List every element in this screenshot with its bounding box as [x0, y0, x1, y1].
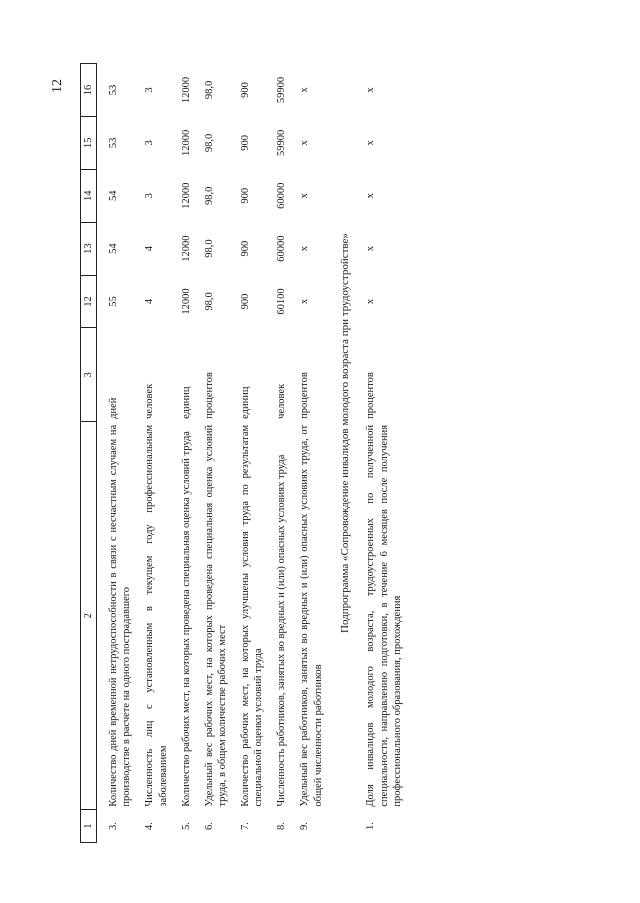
- unit: процентов: [299, 372, 311, 419]
- value-13: 54: [108, 243, 120, 254]
- value-14: 3: [144, 193, 156, 199]
- table-row: [271, 64, 294, 843]
- value-12: 55: [108, 296, 120, 307]
- table-row: [294, 64, 330, 843]
- value-14: 900: [240, 187, 251, 204]
- value-15: 59900: [276, 129, 288, 157]
- value-16: 98,0: [203, 80, 215, 100]
- row-number: 7.: [240, 822, 251, 830]
- value-14: 60000: [276, 182, 288, 209]
- row-number: 4.: [144, 822, 156, 830]
- value-13: 12000: [180, 235, 192, 262]
- page-number: 12: [50, 79, 65, 93]
- value-16: х: [365, 87, 377, 93]
- value-13: х: [365, 245, 377, 252]
- table-row: [235, 64, 271, 843]
- value-15: 98,0: [203, 133, 215, 153]
- indicator-name: Количество рабочих мест, на которых улучшены условия труда по результатам специальной оценки условий труда: [240, 424, 265, 807]
- value-15: х: [365, 140, 377, 146]
- value-12: х: [365, 298, 377, 305]
- row-number: 5.: [180, 822, 192, 830]
- indicator-name: Удельный вес работников, занятых во вредных и (или) опасных условиях труда, от общей численности работников: [299, 424, 324, 807]
- value-15: 12000: [180, 129, 192, 157]
- value-13: 98,0: [203, 239, 215, 258]
- subprogram-row: [331, 64, 361, 843]
- value-14: 98,0: [203, 186, 215, 205]
- indicator-name: Удельный вес рабочих мест, на которых проведена специальная оценка условий труда, в общем количестве рабочих мест: [203, 424, 228, 807]
- value-15: 3: [144, 140, 156, 146]
- subprogram-title: Подпрограмма «Сопровождение инвалидов молодого возраста при трудоустройстве»: [338, 233, 351, 633]
- row-number: 8.: [276, 822, 288, 830]
- indicator-name: Доля инвалидов молодого возраста, трудоустроенных по полученной специальности, направлению подготовки, в течение 6 месяцев после получения профессионального образования, прохождения: [365, 424, 403, 807]
- value-13: 900: [240, 240, 251, 257]
- value-14: 54: [108, 190, 120, 201]
- value-15: 53: [108, 137, 120, 149]
- value-16: 12000: [180, 76, 192, 104]
- value-14: х: [365, 193, 377, 199]
- unit: дней: [108, 397, 120, 419]
- column-header: 13: [81, 222, 97, 275]
- value-13: х: [299, 245, 311, 252]
- table-row: [176, 64, 199, 843]
- unit: единиц: [180, 386, 192, 419]
- value-12: 4: [144, 298, 156, 305]
- column-header: 2: [81, 422, 97, 810]
- indicator-name: Количество рабочих мест, на которых проведена специальная оценка условий труда: [180, 431, 192, 807]
- value-15: х: [299, 140, 311, 146]
- value-15: 900: [240, 135, 251, 151]
- value-12: 60100: [276, 288, 288, 315]
- row-number: 9.: [299, 822, 311, 830]
- indicator-name: Численность лиц с установленным в текущем году профессиональным заболеванием: [144, 424, 169, 807]
- table-row: [360, 64, 409, 843]
- indicators-table: [80, 63, 410, 843]
- column-header: 12: [81, 275, 97, 328]
- unit: человек: [144, 383, 156, 419]
- value-13: 60000: [276, 235, 288, 262]
- value-16: 59900: [276, 76, 288, 104]
- column-header: 1: [81, 810, 97, 843]
- table-row: [97, 64, 140, 843]
- value-12: 12000: [180, 288, 192, 315]
- value-12: 98,0: [203, 292, 215, 311]
- value-13: 4: [144, 245, 156, 252]
- value-16: 3: [144, 87, 156, 93]
- indicator-name: Количество дней временной нетрудоспособности в связи с несчастным случаем на производстве в расчете на одного пострадавшего: [108, 424, 133, 807]
- value-12: 900: [240, 293, 251, 310]
- column-header: 3: [81, 328, 97, 422]
- column-header: 14: [81, 169, 97, 222]
- value-14: х: [299, 193, 311, 199]
- unit: процентов: [365, 372, 377, 419]
- value-12: х: [299, 298, 311, 305]
- unit: единиц: [240, 386, 251, 419]
- row-number: 1.: [365, 822, 377, 830]
- row-number: 6.: [203, 822, 215, 830]
- unit: процентов: [203, 372, 215, 419]
- table-header-row: [81, 64, 97, 843]
- row-number: 3.: [108, 822, 120, 830]
- table-row: [139, 64, 175, 843]
- column-header: 15: [81, 116, 97, 169]
- column-header: 16: [81, 64, 97, 117]
- value-16: 900: [240, 82, 251, 98]
- value-16: 53: [108, 84, 120, 96]
- indicator-name: Численность работников, занятых во вредных и (или) опасных условиях труда: [276, 454, 288, 807]
- unit: человек: [276, 383, 288, 419]
- value-14: 12000: [180, 182, 192, 209]
- table-row: [199, 64, 235, 843]
- value-16: х: [299, 87, 311, 93]
